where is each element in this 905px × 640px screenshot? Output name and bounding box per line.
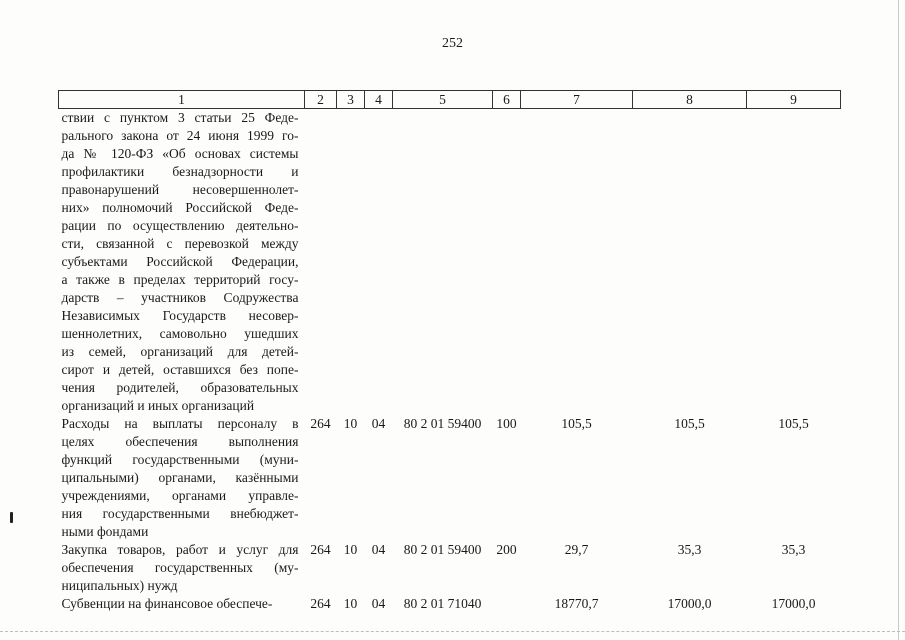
cell-subsection: 04 bbox=[371, 596, 386, 611]
description-line: сирот и детей, оставшихся без попе- bbox=[61, 362, 299, 377]
cell-amount-year-1: 29,7 bbox=[564, 542, 589, 557]
cell-expense-type: 200 bbox=[496, 542, 517, 557]
description-line: Субвенции на финансовое обеспече- bbox=[61, 596, 273, 611]
description-line: ципальными) органами, казёнными bbox=[61, 470, 299, 485]
table-row bbox=[59, 595, 841, 613]
description-line: ниципальных) нужд bbox=[61, 578, 178, 593]
column-header: 7 bbox=[521, 91, 633, 109]
description-line: обеспечения государственных (му- bbox=[61, 560, 299, 575]
row-description bbox=[59, 595, 305, 613]
column-header: 1 bbox=[59, 91, 305, 109]
cell-subsection bbox=[365, 109, 393, 416]
cell-ministry-code: 264 bbox=[310, 416, 331, 431]
row-description bbox=[59, 541, 305, 595]
table-body bbox=[59, 109, 841, 614]
column-header: 2 bbox=[305, 91, 337, 109]
description-line: чения родителей, образовательных bbox=[61, 380, 299, 395]
cell-amount-year-3: 35,3 bbox=[781, 542, 806, 557]
cell-expense-type: 100 bbox=[496, 416, 517, 431]
page-edge-right bbox=[898, 0, 899, 640]
cell-target-article bbox=[393, 109, 493, 416]
cell-expense-type bbox=[493, 595, 521, 613]
description-line: ствии с пунктом 3 статьи 25 Феде- bbox=[61, 110, 299, 125]
cell-section: 10 bbox=[343, 416, 358, 431]
row-description bbox=[59, 415, 305, 541]
cell-target-article: 80 2 01 59400 bbox=[403, 542, 482, 557]
description-line: профилактики безнадзорности и bbox=[61, 164, 299, 179]
scan-speck bbox=[10, 512, 13, 523]
page-number: 252 bbox=[442, 36, 463, 51]
cell-amount-year-2: 35,3 bbox=[677, 542, 702, 557]
cell-amount-year-1 bbox=[521, 109, 633, 416]
table-row bbox=[59, 109, 841, 416]
cell-amount-year-2: 105,5 bbox=[674, 416, 705, 431]
column-header: 3 bbox=[337, 91, 365, 109]
cell-target-article: 80 2 01 59400 bbox=[403, 416, 482, 431]
cell-target-article: 80 2 01 71040 bbox=[403, 596, 482, 611]
description-line: учреждениями, органами управле- bbox=[61, 488, 299, 503]
description-line: них» полномочий Российской Феде- bbox=[61, 200, 299, 215]
cell-expense-type bbox=[493, 109, 521, 416]
column-header: 9 bbox=[747, 91, 841, 109]
budget-table bbox=[58, 90, 841, 613]
description-line: Независимых Государств несовер- bbox=[61, 308, 299, 323]
column-header: 5 bbox=[393, 91, 493, 109]
cell-section: 10 bbox=[343, 542, 358, 557]
description-line: субъектами Российской Федерации, bbox=[61, 254, 299, 269]
cell-amount-year-1: 18770,7 bbox=[554, 596, 599, 611]
page-edge-bottom bbox=[0, 631, 905, 632]
description-line: правонарушений несовершеннолет- bbox=[61, 182, 299, 197]
cell-ministry-code bbox=[305, 109, 337, 416]
description-line: дарств – участников Содружества bbox=[61, 290, 299, 305]
description-line: организаций и иных организаций bbox=[61, 398, 255, 413]
column-header: 4 bbox=[365, 91, 393, 109]
cell-amount-year-2: 17000,0 bbox=[667, 596, 712, 611]
cell-ministry-code: 264 bbox=[310, 596, 331, 611]
cell-ministry-code: 264 bbox=[310, 542, 331, 557]
row-description bbox=[59, 109, 305, 416]
table-row bbox=[59, 415, 841, 541]
description-line: рации по осуществлению деятельно- bbox=[61, 218, 299, 233]
description-line: функций государственными (муни- bbox=[61, 452, 299, 467]
table-header-row bbox=[59, 91, 841, 109]
description-line: из семей, организаций для детей- bbox=[61, 344, 299, 359]
table-row bbox=[59, 541, 841, 595]
description-line: ными фондами bbox=[61, 524, 149, 539]
column-header: 6 bbox=[493, 91, 521, 109]
description-line: шеннолетних, самовольно ушедших bbox=[61, 326, 299, 341]
description-line: рального закона от 24 июня 1999 го- bbox=[61, 128, 299, 143]
description-line: ния государственными внебюджет- bbox=[61, 506, 299, 521]
cell-amount-year-1: 105,5 bbox=[561, 416, 592, 431]
cell-section: 10 bbox=[343, 596, 358, 611]
cell-amount-year-3: 17000,0 bbox=[771, 596, 816, 611]
description-line: сти, связанной с перевозкой между bbox=[61, 236, 299, 251]
description-line: целях обеспечения выполнения bbox=[61, 434, 299, 449]
cell-amount-year-2 bbox=[633, 109, 747, 416]
column-header: 8 bbox=[633, 91, 747, 109]
description-line: да № 120-ФЗ «Об основах системы bbox=[61, 146, 299, 161]
cell-subsection: 04 bbox=[371, 542, 386, 557]
cell-section bbox=[337, 109, 365, 416]
description-line: Расходы на выплаты персоналу в bbox=[61, 416, 299, 431]
cell-subsection: 04 bbox=[371, 416, 386, 431]
description-line: а также в пределах территорий госу- bbox=[61, 272, 299, 287]
cell-amount-year-3: 105,5 bbox=[778, 416, 809, 431]
cell-amount-year-3 bbox=[747, 109, 841, 416]
description-line: Закупка товаров, работ и услуг для bbox=[61, 542, 299, 557]
